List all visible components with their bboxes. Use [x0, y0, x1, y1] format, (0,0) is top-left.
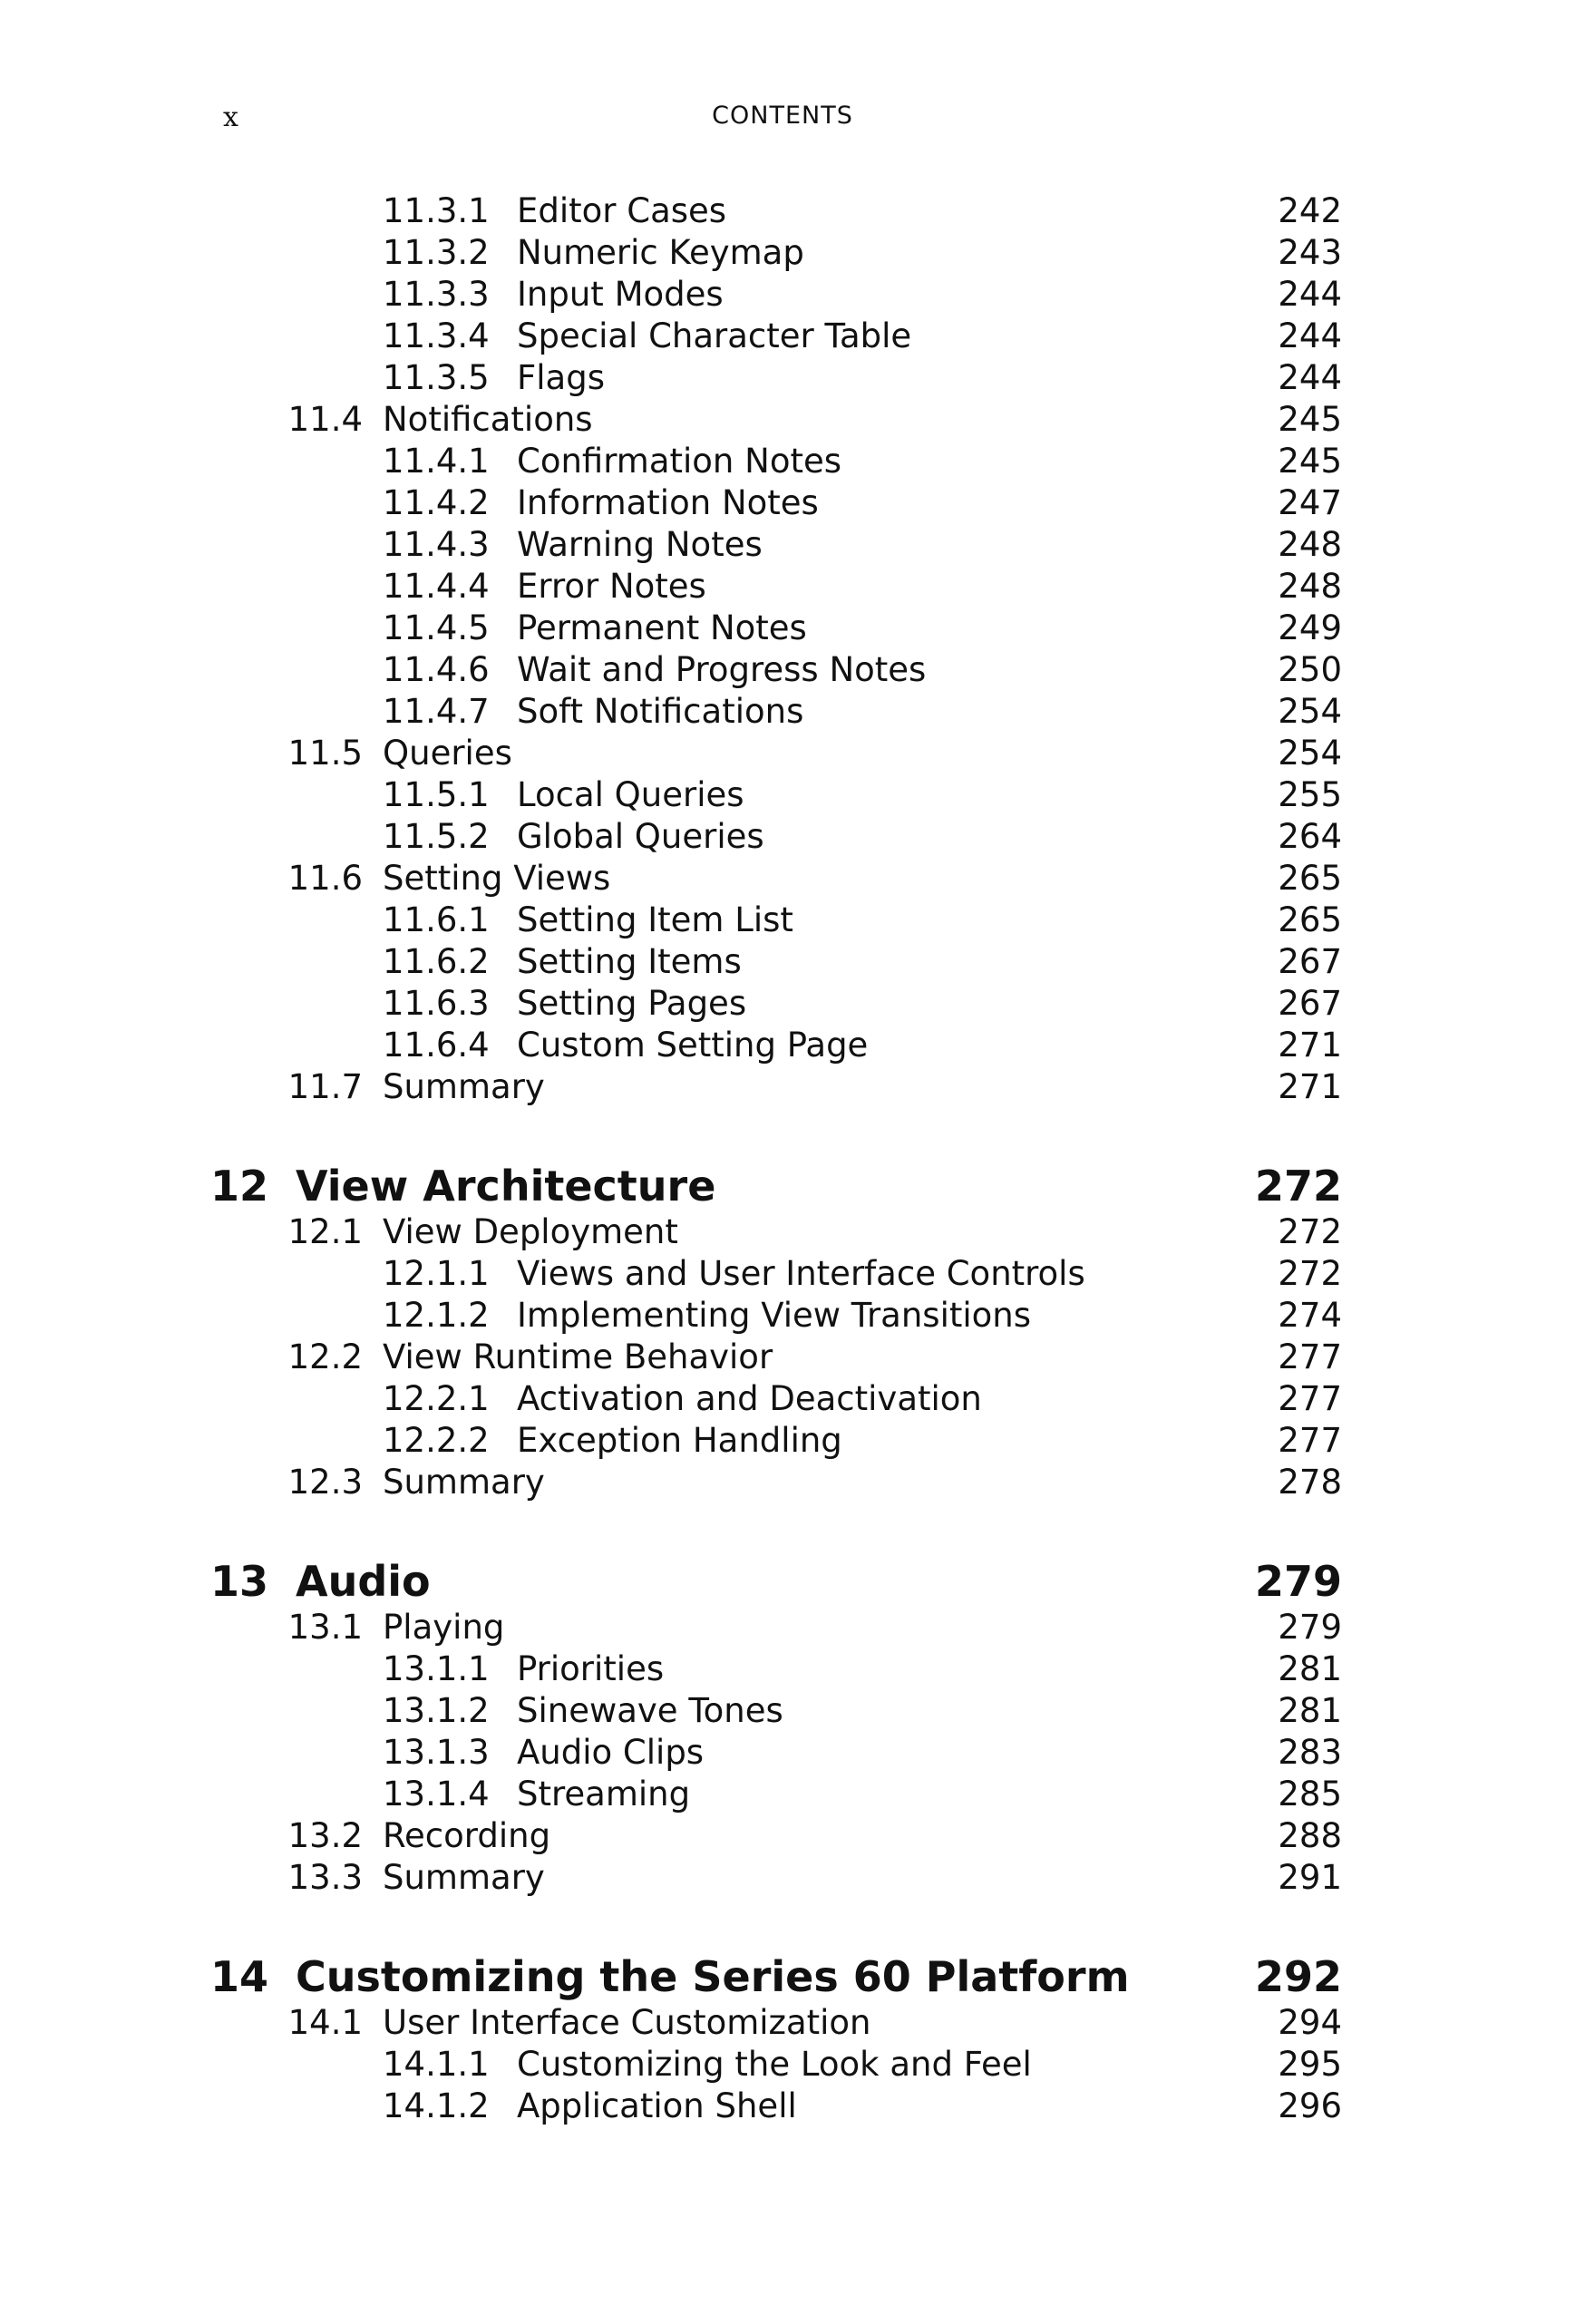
- entry-title: Summary: [383, 1463, 545, 1502]
- entry-page-number: 248: [1278, 525, 1342, 564]
- toc-subsection-entry: [0, 1378, 1585, 1420]
- entry-number: 11.3.1: [383, 191, 490, 230]
- entry-title: Playing: [383, 1608, 505, 1647]
- entry-number: 13.1.2: [383, 1691, 490, 1730]
- entry-number: 11.6.3: [383, 984, 490, 1023]
- toc-section-entry: [0, 858, 1585, 899]
- entry-number: 13.3: [287, 1858, 363, 1897]
- toc-subsection-entry: [0, 983, 1585, 1025]
- entry-number: 11.7: [287, 1067, 363, 1106]
- toc-subsection-entry: [0, 649, 1585, 691]
- toc-section-entry: [0, 399, 1585, 441]
- entry-title: Error Notes: [517, 567, 706, 606]
- toc-chapter-entry: [0, 1951, 1585, 2002]
- entry-title: Setting Item List: [517, 900, 793, 939]
- toc-subsection-entry: [0, 190, 1585, 232]
- entry-page-number: 279: [1278, 1608, 1342, 1647]
- entry-number: 11.3.3: [383, 275, 490, 314]
- entry-title: Summary: [383, 1067, 545, 1106]
- entry-number: 11.6: [287, 859, 363, 898]
- toc-section-entry: [0, 1462, 1585, 1503]
- entry-number: 12.2.1: [383, 1379, 490, 1418]
- entry-title: View Runtime Behavior: [383, 1337, 773, 1376]
- entry-number: 11.6.2: [383, 942, 490, 981]
- table-of-contents: [0, 190, 1585, 2127]
- entry-number: 11.3.5: [383, 358, 490, 397]
- entry-title: Global Queries: [517, 817, 764, 856]
- entry-number: 12.1: [287, 1212, 363, 1251]
- entry-page-number: 272: [1254, 1162, 1342, 1211]
- entry-title: Queries: [383, 734, 512, 773]
- toc-section-entry: [0, 1607, 1585, 1648]
- toc-section-entry: [0, 733, 1585, 774]
- entry-page-number: 265: [1278, 859, 1342, 898]
- entry-title: Application Shell: [517, 2086, 797, 2125]
- toc-subsection-entry: [0, 941, 1585, 983]
- entry-page-number: 255: [1278, 775, 1342, 814]
- toc-section-entry: [0, 1211, 1585, 1253]
- entry-number: 12: [209, 1162, 268, 1211]
- entry-page-number: 245: [1278, 400, 1342, 439]
- entry-page-number: 277: [1278, 1421, 1342, 1460]
- toc-subsection-entry: [0, 1648, 1585, 1690]
- entry-title: Wait and Progress Notes: [517, 650, 927, 689]
- toc-section-entry: [0, 1066, 1585, 1108]
- entry-title: Editor Cases: [517, 191, 727, 230]
- entry-number: 14.1.2: [383, 2086, 490, 2125]
- block-spacer: [0, 1108, 1585, 1161]
- entry-page-number: 278: [1278, 1463, 1342, 1502]
- entry-number: 13.1.3: [383, 1733, 490, 1772]
- entry-page-number: 249: [1278, 608, 1342, 647]
- entry-number: 11.4.2: [383, 483, 490, 522]
- entry-number: 14: [209, 1952, 268, 2001]
- entry-page-number: 288: [1278, 1816, 1342, 1855]
- entry-title: Streaming: [517, 1775, 691, 1813]
- entry-page-number: 265: [1278, 900, 1342, 939]
- toc-subsection-entry: [0, 274, 1585, 316]
- entry-page-number: 247: [1278, 483, 1342, 522]
- entry-title: Flags: [517, 358, 605, 397]
- toc-subsection-entry: [0, 899, 1585, 941]
- entry-title: Implementing View Transitions: [517, 1296, 1031, 1335]
- entry-page-number: 244: [1278, 316, 1342, 355]
- entry-page-number: 271: [1278, 1026, 1342, 1065]
- entry-title: Audio: [296, 1557, 431, 1606]
- toc-subsection-entry: [0, 2044, 1585, 2086]
- entry-number: 12.1.2: [383, 1296, 490, 1335]
- entry-page-number: 254: [1278, 692, 1342, 731]
- toc-subsection-entry: [0, 1690, 1585, 1732]
- entry-page-number: 279: [1254, 1557, 1342, 1606]
- entry-page-number: 245: [1278, 442, 1342, 481]
- entry-title: Audio Clips: [517, 1733, 705, 1772]
- entry-number: 11.3.2: [383, 233, 490, 272]
- toc-subsection-entry: [0, 1420, 1585, 1462]
- entry-page-number: 267: [1278, 984, 1342, 1023]
- entry-number: 11.3.4: [383, 316, 490, 355]
- entry-title: Soft Notifications: [517, 692, 804, 731]
- entry-number: 12.2.2: [383, 1421, 490, 1460]
- entry-number: 11.4.4: [383, 567, 490, 606]
- entry-title: Custom Setting Page: [517, 1026, 869, 1065]
- entry-page-number: 264: [1278, 817, 1342, 856]
- toc-subsection-entry: [0, 1774, 1585, 1815]
- toc-subsection-entry: [0, 691, 1585, 733]
- entry-title: Warning Notes: [517, 525, 763, 564]
- entry-page-number: 267: [1278, 942, 1342, 981]
- entry-number: 11.4.6: [383, 650, 490, 689]
- toc-chapter-entry: [0, 1556, 1585, 1607]
- entry-title: View Deployment: [383, 1212, 678, 1251]
- entry-page-number: 242: [1278, 191, 1342, 230]
- toc-subsection-entry: [0, 524, 1585, 566]
- entry-page-number: 283: [1278, 1733, 1342, 1772]
- toc-subsection-entry: [0, 482, 1585, 524]
- entry-page-number: 274: [1278, 1296, 1342, 1335]
- entry-number: 13.1: [287, 1608, 363, 1647]
- entry-number: 11.4.7: [383, 692, 490, 731]
- entry-number: 12.3: [287, 1463, 363, 1502]
- entry-page-number: 272: [1278, 1212, 1342, 1251]
- entry-page-number: 295: [1278, 2045, 1342, 2084]
- toc-section-entry: [0, 1815, 1585, 1857]
- entry-title: User Interface Customization: [383, 2003, 871, 2042]
- entry-page-number: 244: [1278, 358, 1342, 397]
- entry-page-number: 243: [1278, 233, 1342, 272]
- entry-number: 14.1: [287, 2003, 363, 2042]
- entry-number: 13.2: [287, 1816, 363, 1855]
- entry-title: Customizing the Look and Feel: [517, 2045, 1032, 2084]
- entry-number: 11.4: [287, 400, 363, 439]
- block-spacer: [0, 1899, 1585, 1951]
- entry-number: 11.5.1: [383, 775, 490, 814]
- toc-section-entry: [0, 2002, 1585, 2044]
- entry-number: 11.4.1: [383, 442, 490, 481]
- entry-title: Activation and Deactivation: [517, 1379, 982, 1418]
- toc-subsection-entry: [0, 316, 1585, 357]
- entry-title: Information Notes: [517, 483, 819, 522]
- entry-page-number: 294: [1278, 2003, 1342, 2042]
- entry-title: View Architecture: [296, 1162, 716, 1211]
- toc-subsection-entry: [0, 357, 1585, 399]
- toc-section-entry: [0, 1857, 1585, 1899]
- running-head: CONTENTS: [712, 102, 853, 130]
- toc-subsection-entry: [0, 774, 1585, 816]
- entry-page-number: 291: [1278, 1858, 1342, 1897]
- entry-title: Local Queries: [517, 775, 744, 814]
- entry-number: 13.1.1: [383, 1649, 490, 1688]
- entry-title: Input Modes: [517, 275, 724, 314]
- entry-number: 12.2: [287, 1337, 363, 1376]
- entry-number: 11.5: [287, 734, 363, 773]
- entry-page-number: 271: [1278, 1067, 1342, 1106]
- entry-page-number: 277: [1278, 1379, 1342, 1418]
- toc-subsection-entry: [0, 1732, 1585, 1774]
- entry-title: Special Character Table: [517, 316, 912, 355]
- entry-page-number: 244: [1278, 275, 1342, 314]
- entry-page-number: 250: [1278, 650, 1342, 689]
- toc-subsection-entry: [0, 1253, 1585, 1295]
- entry-page-number: 248: [1278, 567, 1342, 606]
- entry-title: Views and User Interface Controls: [517, 1254, 1085, 1293]
- entry-number: 13.1.4: [383, 1775, 490, 1813]
- entry-title: Confirmation Notes: [517, 442, 842, 481]
- entry-page-number: 285: [1278, 1775, 1342, 1813]
- entry-title: Setting Views: [383, 859, 611, 898]
- entry-title: Exception Handling: [517, 1421, 842, 1460]
- entry-page-number: 272: [1278, 1254, 1342, 1293]
- entry-title: Setting Pages: [517, 984, 747, 1023]
- toc-subsection-entry: [0, 441, 1585, 482]
- entry-page-number: 292: [1254, 1952, 1342, 2001]
- entry-title: Recording: [383, 1816, 551, 1855]
- entry-title: Setting Items: [517, 942, 742, 981]
- entry-number: 12.1.1: [383, 1254, 490, 1293]
- toc-subsection-entry: [0, 608, 1585, 649]
- entry-number: 14.1.1: [383, 2045, 490, 2084]
- entry-number: 11.4.3: [383, 525, 490, 564]
- toc-subsection-entry: [0, 1025, 1585, 1066]
- entry-title: Priorities: [517, 1649, 665, 1688]
- toc-subsection-entry: [0, 1295, 1585, 1337]
- entry-page-number: 296: [1278, 2086, 1342, 2125]
- toc-subsection-entry: [0, 2086, 1585, 2127]
- entry-title: Permanent Notes: [517, 608, 807, 647]
- entry-page-number: 281: [1278, 1691, 1342, 1730]
- toc-chapter-entry: [0, 1161, 1585, 1211]
- entry-number: 11.4.5: [383, 608, 490, 647]
- toc-subsection-entry: [0, 566, 1585, 608]
- toc-subsection-entry: [0, 816, 1585, 858]
- entry-number: 11.6.4: [383, 1026, 490, 1065]
- entry-page-number: 281: [1278, 1649, 1342, 1688]
- entry-page-number: 277: [1278, 1337, 1342, 1376]
- entry-title: Notifications: [383, 400, 593, 439]
- entry-title: Numeric Keymap: [517, 233, 804, 272]
- page-header: [223, 102, 1342, 147]
- entry-number: 13: [209, 1557, 268, 1606]
- entry-number: 11.6.1: [383, 900, 490, 939]
- entry-title: Summary: [383, 1858, 545, 1897]
- toc-section-entry: [0, 1337, 1585, 1378]
- block-spacer: [0, 1503, 1585, 1556]
- entry-page-number: 254: [1278, 734, 1342, 773]
- entry-title: Customizing the Series 60 Platform: [296, 1952, 1130, 2001]
- entry-title: Sinewave Tones: [517, 1691, 783, 1730]
- page-number: x: [223, 102, 238, 133]
- toc-subsection-entry: [0, 232, 1585, 274]
- entry-number: 11.5.2: [383, 817, 490, 856]
